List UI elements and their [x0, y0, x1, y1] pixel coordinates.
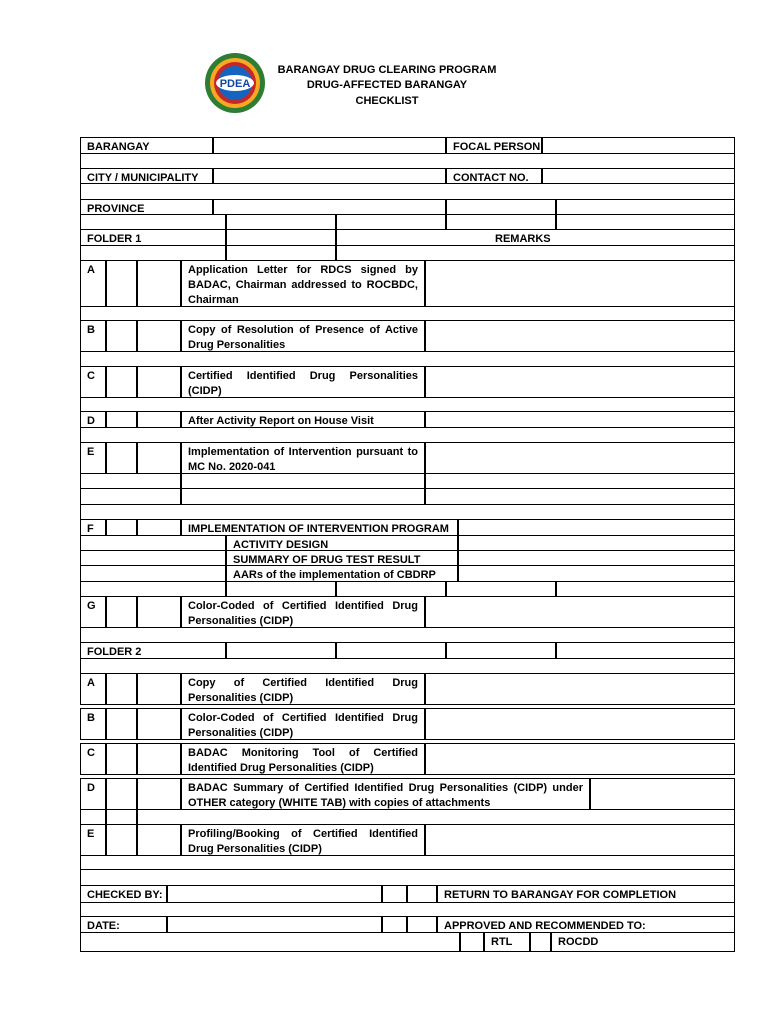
province-label: PROVINCE	[80, 199, 213, 215]
spacer-row	[80, 351, 735, 367]
check-box[interactable]	[106, 442, 137, 474]
f-subitem: SUMMARY OF DRUG TEST RESULT	[226, 550, 458, 566]
spacer-row	[80, 397, 735, 412]
item-description: Application Letter for RDCS signed by BADAC, Chairman addressed to ROCBDC, Chairman	[181, 260, 425, 307]
check-box[interactable]	[106, 260, 137, 307]
remarks-cell[interactable]	[425, 708, 735, 740]
blank-cell	[226, 642, 336, 659]
check-box[interactable]	[106, 824, 137, 856]
blank-cell	[336, 642, 446, 659]
check-box[interactable]	[106, 320, 137, 352]
spacer-row	[80, 153, 735, 169]
f-subitem: ACTIVITY DESIGN	[226, 535, 458, 551]
blank-cell	[80, 581, 226, 597]
blank-cell	[556, 581, 735, 597]
blank-cell	[80, 565, 226, 582]
approved-recommended-label: APPROVED AND RECOMMENDED TO:	[437, 916, 735, 933]
remarks-cell[interactable]	[425, 320, 735, 352]
item-description: After Activity Report on House Visit	[181, 411, 425, 428]
blank-cell	[556, 642, 735, 659]
item-description: BADAC Summary of Certified Identified Drug Personalities (CIDP) under OTHER category (WHITE TAB) with copies of attachments	[181, 778, 590, 810]
item-letter: A	[80, 673, 106, 705]
check-box[interactable]	[106, 778, 137, 810]
blank-cell	[80, 809, 106, 825]
blank-cell	[80, 488, 181, 505]
check-box[interactable]	[106, 366, 137, 398]
spacer-row	[80, 306, 735, 321]
item-description: Certified Identified Drug Personalities (CIDP)	[181, 366, 425, 398]
item-description: Copy of Resolution of Presence of Active Drug Personalities	[181, 320, 425, 352]
item-description: Color-Coded of Certified Identified Drug Personalities (CIDP)	[181, 708, 425, 740]
blank-cell	[226, 229, 336, 246]
blank-cell	[80, 535, 226, 551]
blank-cell	[446, 581, 556, 597]
blank-cell	[181, 473, 425, 489]
remarks-cell[interactable]	[425, 673, 735, 705]
item-description: Copy of Certified Identified Drug Personalities (CIDP)	[181, 673, 425, 705]
remarks-cell[interactable]	[425, 824, 735, 856]
rtl-label: RTL	[484, 932, 530, 952]
spacer-row	[80, 869, 735, 886]
spacer-row	[80, 855, 735, 870]
blank-cell	[137, 809, 735, 825]
item-letter: D	[80, 778, 106, 810]
focal-person-label: FOCAL PERSON	[446, 137, 542, 154]
blank-cell	[425, 473, 735, 489]
remarks-cell[interactable]	[425, 442, 735, 474]
blank-cell	[556, 214, 735, 230]
check-box[interactable]	[137, 411, 181, 428]
blank-cell	[226, 581, 336, 597]
remarks-cell[interactable]	[458, 535, 735, 551]
remarks-cell[interactable]	[425, 366, 735, 398]
check-box[interactable]	[382, 916, 407, 933]
item-letter: C	[80, 366, 106, 398]
check-box[interactable]	[137, 778, 181, 810]
blank-cell	[106, 809, 137, 825]
checked-by-input[interactable]	[167, 885, 382, 903]
logo-text: PDEA	[219, 78, 251, 90]
item-description: Implementation of Intervention pursuant to MC No. 2020-041	[181, 442, 425, 474]
item-letter: E	[80, 824, 106, 856]
check-box[interactable]	[382, 885, 407, 903]
check-box[interactable]	[106, 673, 137, 705]
focal-person-input[interactable]	[542, 137, 735, 154]
item-letter: D	[80, 411, 106, 428]
folder1-label: FOLDER 1	[80, 229, 226, 246]
city-input[interactable]	[213, 168, 446, 184]
item-description: Profiling/Booking of Certified Identified Drug Personalities (CIDP)	[181, 824, 425, 856]
form-type: CHECKLIST	[355, 95, 419, 107]
blank-cell	[181, 488, 425, 505]
spacer-row	[80, 902, 735, 917]
blank-cell	[446, 199, 556, 215]
barangay-input[interactable]	[213, 137, 446, 154]
check-box[interactable]	[407, 916, 437, 933]
item-letter: F	[80, 519, 106, 536]
barangay-label: BARANGAY	[80, 137, 213, 154]
contact-label: CONTACT NO.	[446, 168, 542, 184]
check-box[interactable]	[137, 519, 181, 536]
check-box[interactable]	[106, 519, 137, 536]
spacer-row	[80, 504, 735, 520]
province-input[interactable]	[213, 199, 446, 215]
blank-cell	[446, 642, 556, 659]
blank-cell	[80, 245, 226, 261]
spacer-row	[80, 183, 735, 200]
folder2-label: FOLDER 2	[80, 642, 226, 659]
check-box[interactable]	[137, 824, 181, 856]
check-box[interactable]	[137, 366, 181, 398]
item-letter: E	[80, 442, 106, 474]
check-box[interactable]	[137, 260, 181, 307]
item-letter: B	[80, 708, 106, 740]
blank-cell	[446, 214, 556, 230]
remarks-cell[interactable]	[425, 743, 735, 775]
blank-cell	[336, 245, 735, 261]
item-letter: C	[80, 743, 106, 775]
contact-input[interactable]	[542, 168, 735, 184]
check-box[interactable]	[137, 320, 181, 352]
program-title: BARANGAY DRUG CLEARING PROGRAM	[277, 64, 497, 76]
date-label: DATE:	[80, 916, 167, 933]
city-label: CITY / MUNICIPALITY	[80, 168, 213, 184]
check-box[interactable]	[106, 743, 137, 775]
item-letter: G	[80, 596, 106, 628]
return-to-barangay-option[interactable]: RETURN TO BARANGAY FOR COMPLETION	[437, 885, 735, 903]
check-box[interactable]	[137, 708, 181, 740]
remarks-cell[interactable]	[425, 411, 735, 428]
item-description: BADAC Monitoring Tool of Certified Identified Drug Personalities (CIDP)	[181, 743, 425, 775]
rocdd-label: ROCDD	[551, 932, 735, 952]
blank-cell	[425, 488, 735, 505]
remarks-cell[interactable]	[458, 550, 735, 566]
check-box[interactable]	[137, 596, 181, 628]
date-input[interactable]	[167, 916, 382, 933]
remarks-cell[interactable]	[590, 778, 735, 810]
check-box[interactable]	[137, 673, 181, 705]
check-box[interactable]	[137, 442, 181, 474]
remarks-cell[interactable]	[425, 260, 735, 307]
check-box[interactable]	[407, 885, 437, 903]
remarks-cell[interactable]	[458, 519, 735, 536]
spacer-row	[80, 658, 735, 674]
rtl-check-box[interactable]	[460, 932, 484, 952]
blank-cell	[80, 473, 181, 489]
form-subtitle: DRUG-AFFECTED BARANGAY	[306, 79, 468, 91]
blank-cell	[336, 581, 446, 597]
blank-cell	[80, 550, 226, 566]
check-box[interactable]	[137, 743, 181, 775]
check-box[interactable]	[106, 411, 137, 428]
blank-cell	[80, 214, 226, 230]
rocdd-check-box[interactable]	[530, 932, 551, 952]
spacer-row	[80, 627, 735, 643]
item-description: Color-Coded of Certified Identified Drug Personalities (CIDP)	[181, 596, 425, 628]
check-box[interactable]	[106, 708, 137, 740]
checked-by-label: CHECKED BY:	[80, 885, 167, 903]
item-letter: B	[80, 320, 106, 352]
item-description: IMPLEMENTATION OF INTERVENTION PROGRAM	[181, 519, 458, 536]
blank-cell	[80, 932, 460, 952]
blank-cell	[336, 214, 446, 230]
remarks-header: REMARKS	[336, 229, 735, 246]
item-letter: A	[80, 260, 106, 307]
blank-cell	[556, 199, 735, 215]
blank-cell	[226, 214, 336, 230]
remarks-cell[interactable]	[458, 565, 735, 582]
remarks-cell[interactable]	[425, 596, 735, 628]
f-subitem: AARs of the implementation of CBDRP	[226, 565, 458, 582]
spacer-row	[80, 427, 735, 443]
check-box[interactable]	[106, 596, 137, 628]
blank-cell	[226, 245, 336, 261]
